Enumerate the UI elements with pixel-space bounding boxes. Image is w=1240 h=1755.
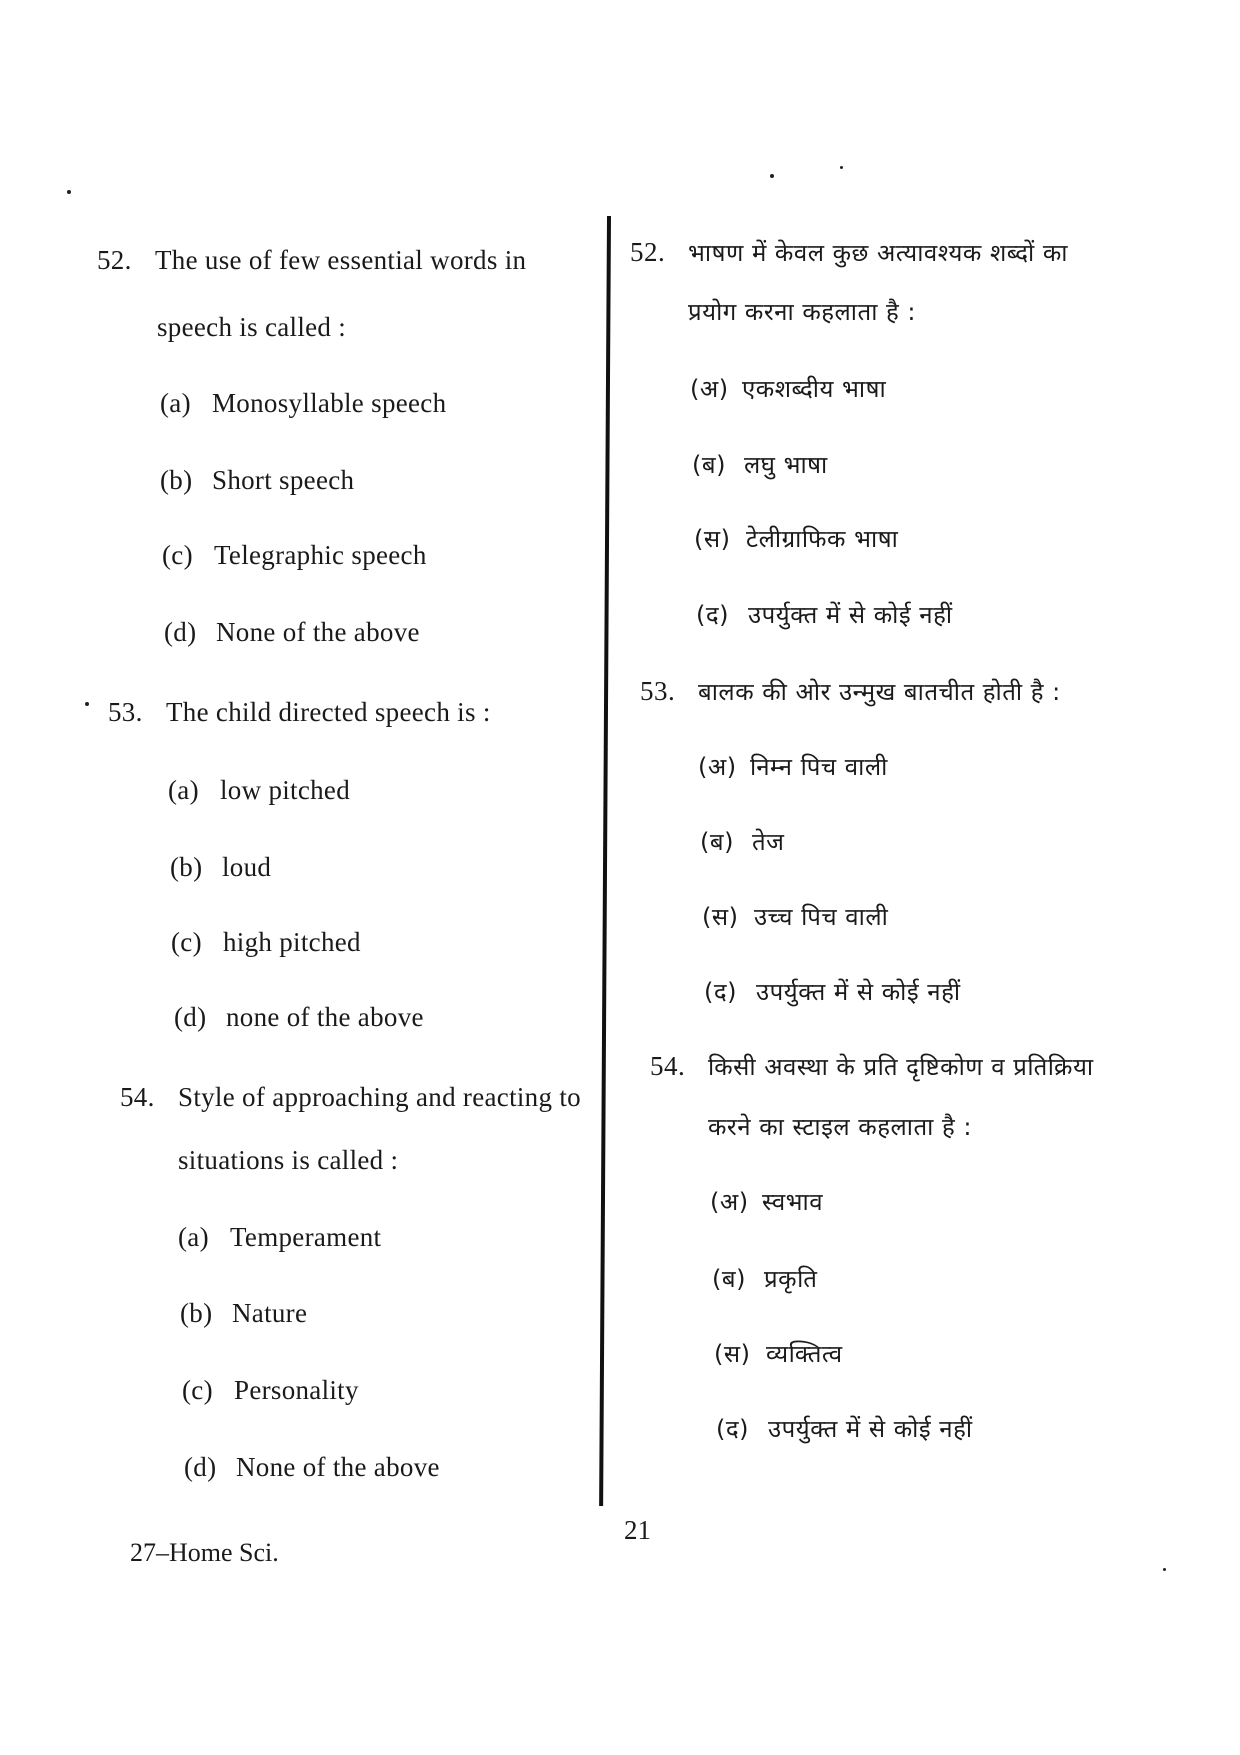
option-label: (c) xyxy=(171,927,202,957)
option-text: टेलीग्राफिक भाषा xyxy=(746,525,899,553)
option-text: प्रकृति xyxy=(764,1265,818,1293)
question-52-en xyxy=(97,245,526,276)
option-label: (द) xyxy=(716,1415,749,1443)
option-c xyxy=(702,900,888,933)
option-d xyxy=(704,975,961,1008)
question-number: 52. xyxy=(630,237,666,267)
option-c xyxy=(714,1337,843,1370)
question-53-hi xyxy=(640,675,1061,708)
scan-speck xyxy=(85,702,89,706)
option-a xyxy=(710,1185,823,1218)
option-c xyxy=(694,522,898,555)
option-label: (ब) xyxy=(692,451,726,479)
question-stem: The child directed speech is : xyxy=(166,697,491,727)
question-stem: Style of approaching and reacting to xyxy=(178,1082,581,1112)
option-label: (स) xyxy=(694,525,731,553)
option-text: Telegraphic speech xyxy=(214,540,427,570)
question-stem-cont: प्रयोग करना कहलाता है : xyxy=(688,298,916,326)
question-53-en xyxy=(108,697,491,728)
option-label: (अ) xyxy=(690,375,729,403)
question-54-en xyxy=(120,1082,581,1113)
option-text: तेज xyxy=(752,828,785,856)
option-text: उपर्युक्त में से कोई नहीं xyxy=(768,1415,973,1443)
option-b xyxy=(700,825,785,858)
scan-speck xyxy=(770,174,774,178)
option-label: (a) xyxy=(168,775,199,805)
question-number: 53. xyxy=(108,697,143,727)
question-stem: The use of few essential words in xyxy=(155,245,527,275)
option-d xyxy=(174,1002,424,1033)
option-b xyxy=(692,448,828,481)
question-number: 52. xyxy=(97,245,132,275)
option-label: (b) xyxy=(180,1298,213,1328)
option-text: Nature xyxy=(232,1298,308,1328)
option-text: Monosyllable speech xyxy=(212,388,447,418)
question-stem-cont: situations is called : xyxy=(178,1145,399,1175)
option-label: (स) xyxy=(714,1340,751,1368)
option-c xyxy=(182,1375,359,1406)
option-d xyxy=(696,598,953,631)
option-text: None of the above xyxy=(216,617,420,647)
question-stem: बालक की ओर उन्मुख बातचीत होती है : xyxy=(698,678,1061,706)
option-text: एकशब्दीय भाषा xyxy=(742,375,887,403)
option-text: स्वभाव xyxy=(762,1188,824,1216)
option-text: लघु भाषा xyxy=(744,451,828,479)
option-label: (ब) xyxy=(700,828,734,856)
scan-speck xyxy=(67,190,71,194)
option-a xyxy=(178,1222,381,1253)
option-d xyxy=(716,1412,973,1445)
option-label: (d) xyxy=(164,617,197,647)
option-label: (a) xyxy=(160,388,191,418)
option-a xyxy=(168,775,350,806)
option-a xyxy=(160,388,446,419)
option-c xyxy=(162,540,427,571)
question-number: 54. xyxy=(120,1082,155,1112)
option-b xyxy=(180,1298,307,1329)
question-stem-cont: speech is called : xyxy=(157,312,347,342)
option-text: low pitched xyxy=(220,775,351,805)
option-text: none of the above xyxy=(226,1002,424,1032)
option-label: (द) xyxy=(704,978,737,1006)
option-label: (c) xyxy=(182,1375,213,1405)
question-stem: किसी अवस्था के प्रति दृष्टिकोण व प्रतिक्रिया xyxy=(708,1053,1094,1081)
option-label: (अ) xyxy=(710,1188,749,1216)
question-number: 54. xyxy=(650,1051,686,1081)
option-d xyxy=(184,1452,440,1483)
paper-code: 27–Home Sci. xyxy=(130,1538,279,1567)
column-divider xyxy=(599,216,611,1506)
question-54-hi xyxy=(650,1050,1094,1083)
option-text: Personality xyxy=(234,1375,359,1405)
page-number: 21 xyxy=(624,1515,651,1545)
option-b xyxy=(170,852,271,883)
option-text: उच्च पिच वाली xyxy=(754,903,889,931)
scan-speck xyxy=(840,166,843,169)
option-d xyxy=(164,617,420,648)
option-label: (c) xyxy=(162,540,193,570)
option-b xyxy=(712,1262,817,1295)
option-label: (अ) xyxy=(698,753,737,781)
option-label: (b) xyxy=(170,852,203,882)
question-number: 53. xyxy=(640,676,676,706)
option-label: (ब) xyxy=(712,1265,746,1293)
option-text: निम्न पिच वाली xyxy=(750,753,888,781)
option-b xyxy=(160,465,354,496)
question-stem-cont: करने का स्टाइल कहलाता है : xyxy=(708,1113,972,1141)
option-label: (b) xyxy=(160,465,193,495)
option-label: (द) xyxy=(696,601,729,629)
option-text: उपर्युक्त में से कोई नहीं xyxy=(756,978,961,1006)
option-label: (a) xyxy=(178,1222,209,1252)
option-text: high pitched xyxy=(223,927,361,957)
option-a xyxy=(690,372,886,405)
option-a xyxy=(698,750,888,783)
question-stem: भाषण में केवल कुछ अत्यावश्यक शब्दों का xyxy=(688,239,1068,267)
option-label: (d) xyxy=(184,1452,217,1482)
option-text: व्यक्तित्व xyxy=(766,1340,843,1368)
option-c xyxy=(171,927,361,958)
option-text: None of the above xyxy=(236,1452,440,1482)
option-label: (स) xyxy=(702,903,739,931)
option-text: Short speech xyxy=(212,465,355,495)
option-text: loud xyxy=(222,852,272,882)
option-text: Temperament xyxy=(230,1222,382,1252)
option-label: (d) xyxy=(174,1002,207,1032)
option-text: उपर्युक्त में से कोई नहीं xyxy=(748,601,953,629)
scan-speck xyxy=(1163,1568,1166,1571)
question-52-hi xyxy=(630,236,1068,269)
